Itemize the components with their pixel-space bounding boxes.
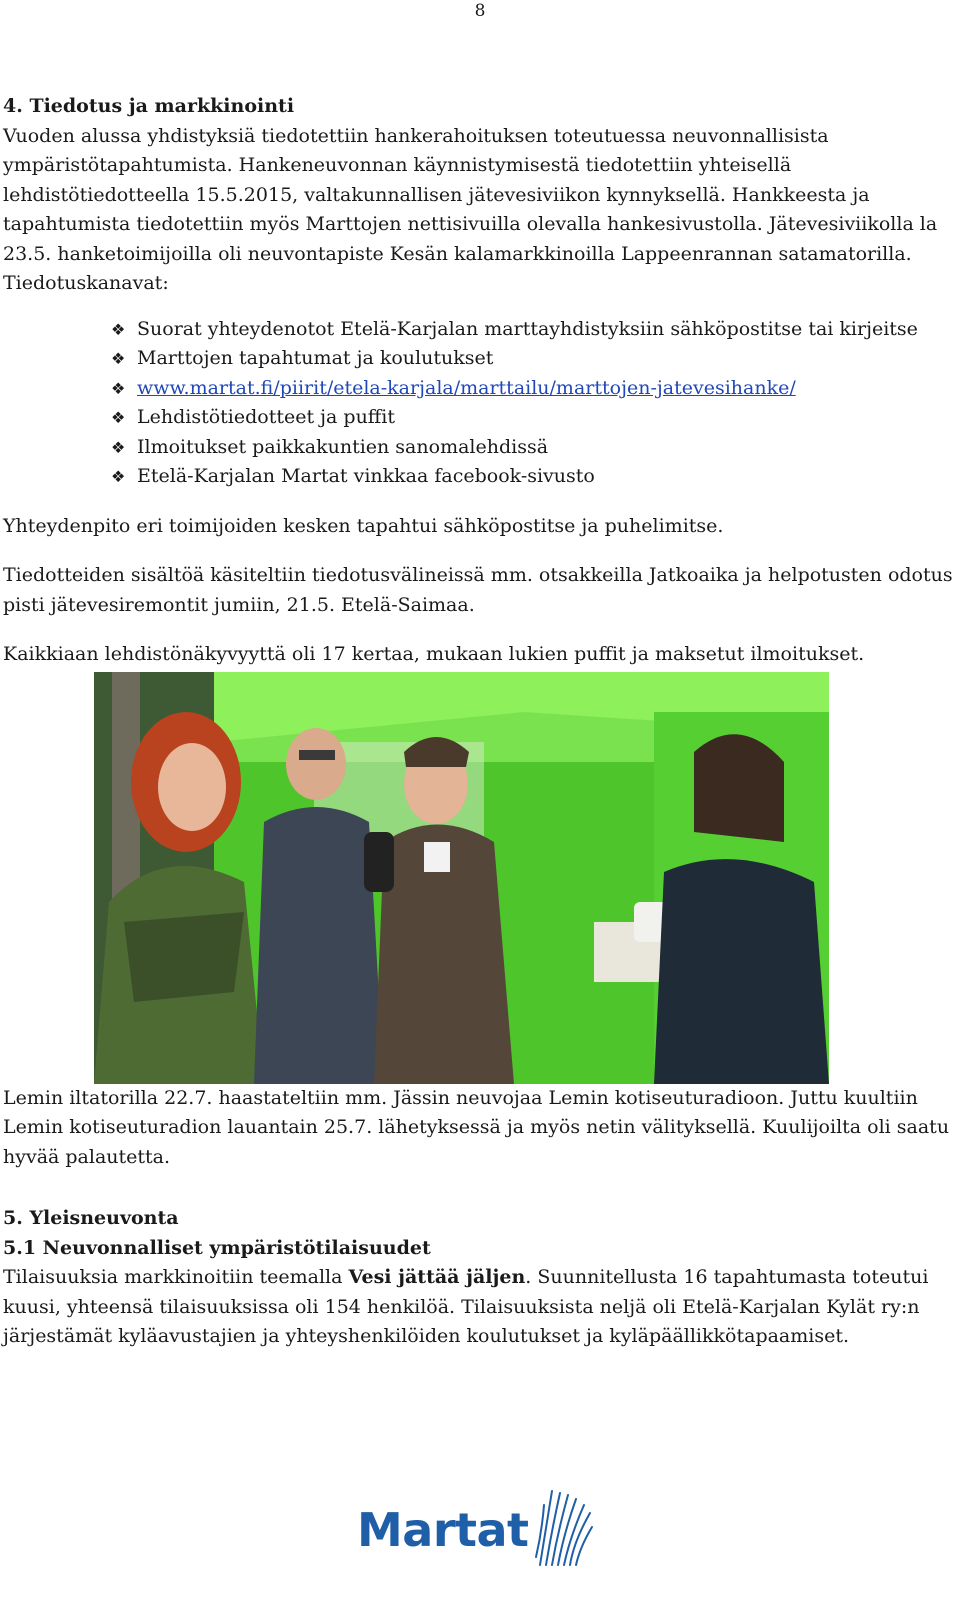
page-content — [3, 92, 953, 1352]
page-number: 8 — [474, 1, 486, 21]
event-photo — [94, 672, 829, 1084]
project-link[interactable]: www.martat.fi/piirit/etela-karjala/marttailu/marttojen-jatevesihanke/ — [137, 376, 796, 399]
list-item: ❖ Suorat yhteydenotot Etelä-Karjalan marttayhdistyksiin sähköpostitse tai kirjeitse — [137, 315, 953, 345]
list-item — [111, 374, 953, 404]
contact-paragraph: Yhteydenpito eri toimijoiden kesken tapahtui sähköpostitse ja puhelimitse. — [3, 514, 724, 537]
channels-list — [3, 315, 953, 492]
channels-label: Tiedotuskanavat: — [3, 272, 169, 294]
subsection-heading: 5.1 Neuvonnalliset ympäristötilaisuudet — [3, 1236, 431, 1259]
logo-wordmark: Martat — [357, 1503, 529, 1557]
diamond-bullet-icon: ❖ — [111, 467, 126, 486]
list-item: ❖ Ilmoitukset paikkakuntien sanomalehdissä — [137, 433, 953, 463]
visibility-paragraph: Kaikkiaan lehdistönäkyvyyttä oli 17 kertaa, mukaan lukien puffit ja maksetut ilmoitukset. — [3, 643, 865, 665]
diamond-bullet-icon: ❖ — [111, 319, 126, 339]
martat-logo — [357, 1487, 597, 1567]
list-item: ❖ Lehdistötiedotteet ja puffit — [137, 403, 953, 433]
diamond-bullet-icon: ❖ — [111, 408, 126, 427]
section-heading: 4. Tiedotus ja markkinointi — [3, 95, 295, 117]
intro-paragraph: Vuoden alussa yhdistyksiä tiedotettiin hankerahoituksen toteutuessa neuvonnallisista ympäristötapahtumista. Hankeneuvonnan käynnistymisestä tiedotettiin yhteisellä lehdistötiedotteella 15.5.2015, valtakunnallisen jätevesiviikon kynnyksellä. Hankkeesta ja tapahtumista tiedotettiin myös Marttojen nettisivuilla olevalla hankesivustolla. Jätevesiviikolla la 23.5. hanketoimijoilla oli neuvontapiste Kesän kalamarkkinoilla Lappeenrannan satamatorilla. — [3, 124, 938, 265]
photo-caption: Lemin iltatorilla 22.7. haastateltiin mm. Jässin neuvojaa Lemin kotiseuturadioon. Juttu kuultiin Lemin kotiseuturadion lauantain 25.7. lähetyksessä ja myös netin välityksellä. Kuulijoilta oli saatu hyvää palautetta. — [3, 1086, 950, 1168]
diamond-bullet-icon: ❖ — [111, 378, 126, 398]
list-item: ❖ Marttojen tapahtumat ja koulutukset — [137, 344, 953, 374]
section-heading: 5. Yleisneuvonta — [3, 1207, 179, 1229]
diamond-bullet-icon: ❖ — [111, 437, 126, 457]
wheat-emblem-icon — [532, 1487, 594, 1567]
events-paragraph: Tilaisuuksia markkinoitiin teemalla Vesi jättää jäljen. Suunnitellusta 16 tapahtumasta toteutui kuusi, yhteensä tilaisuuksissa oli 154 henkilöä. Tilaisuuksista neljä oli Etelä-Karjalan Kylät ry:n järjestämät kyläavustajien ja yhteyshenkilöiden koulutukset ja kyläpäällikkötapaamiset. — [3, 1266, 929, 1347]
media-paragraph: Tiedotteiden sisältöä käsiteltiin tiedotusvälineissä mm. otsakkeilla Jatkoaika ja helpotusten odotus pisti jätevesiremontit jumiin, 21.5. Etelä-Saimaa. — [3, 564, 953, 616]
theme-name: Vesi jättää jäljen — [348, 1266, 526, 1288]
diamond-bullet-icon: ❖ — [111, 349, 126, 368]
list-item: ❖ Etelä-Karjalan Martat vinkkaa facebook-sivusto — [137, 462, 953, 492]
